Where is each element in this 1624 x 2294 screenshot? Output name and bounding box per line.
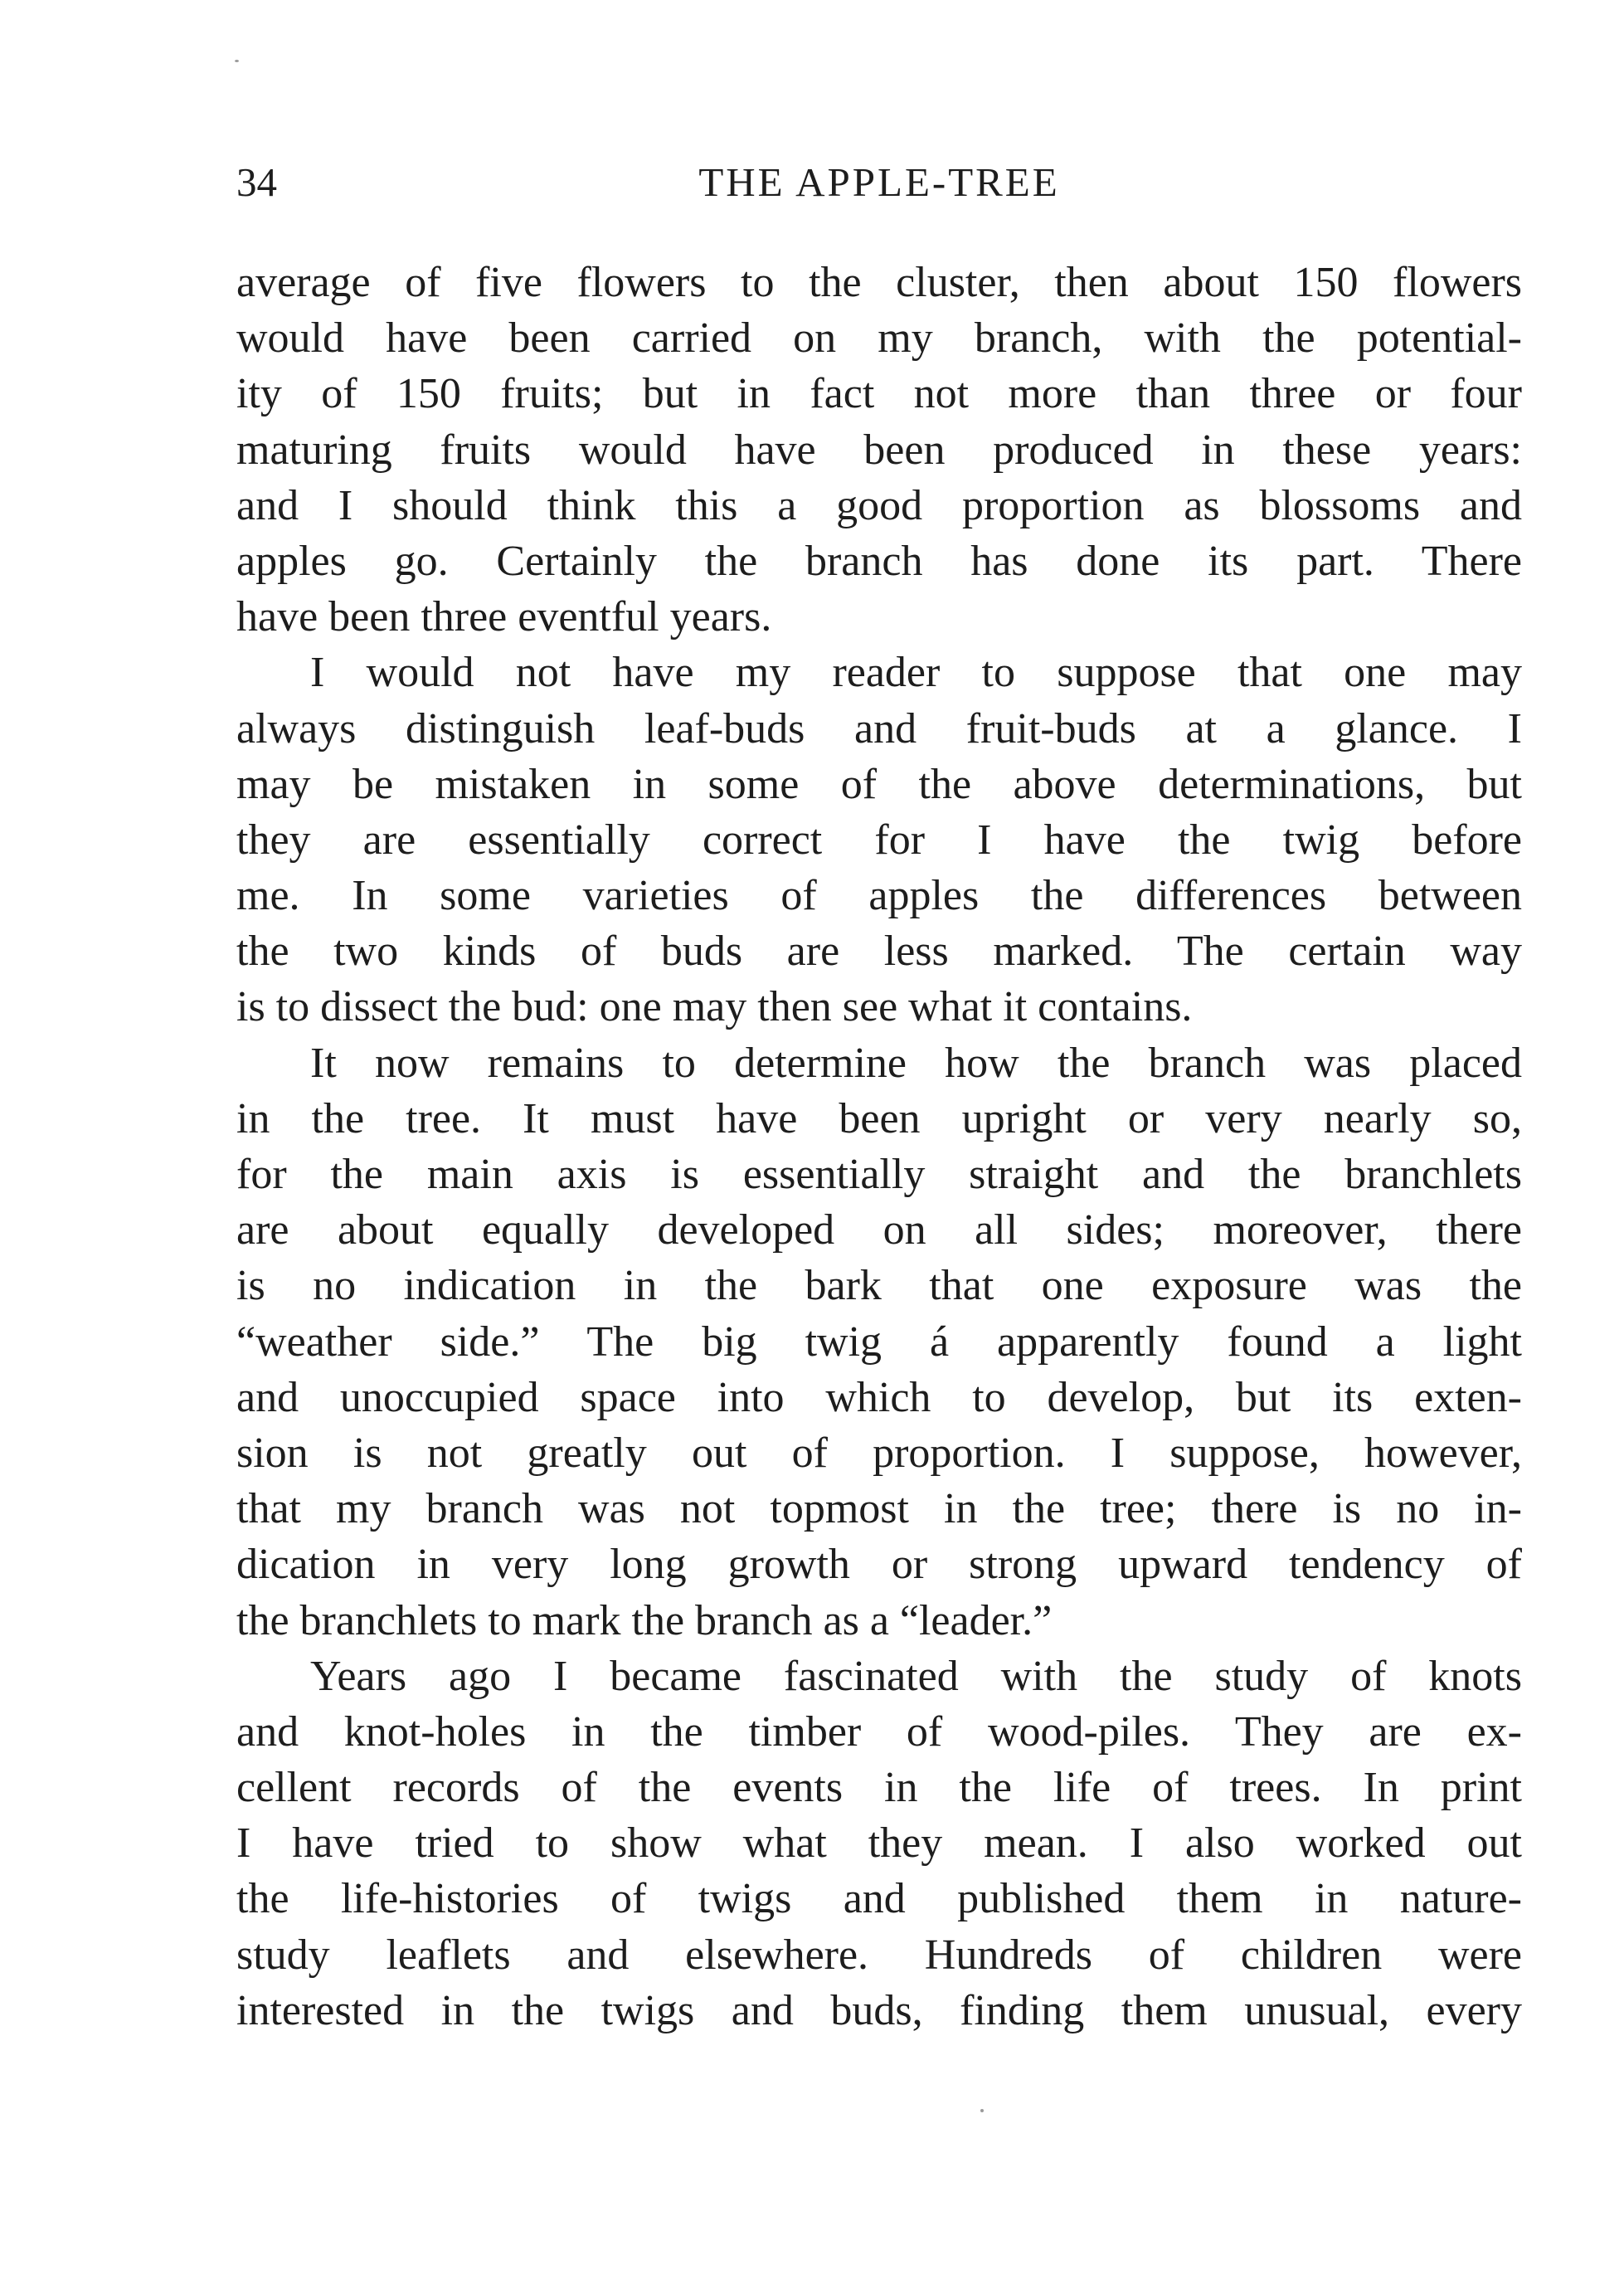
- page-header: [236, 153, 1522, 212]
- text-line: the branchlets to mark the branch as a “leader.”: [236, 1596, 1053, 1644]
- paper-speck: [235, 60, 239, 62]
- text-line: apples go. Certainly the branch has done its part. There: [236, 537, 1522, 585]
- text-line: are about equally developed on all sides; moreover, there: [236, 1206, 1522, 1254]
- text-line: they are essentially correct for I have the twig before: [236, 816, 1522, 864]
- text-line: and knot-holes in the timber of wood-piles. They are ex-: [236, 1707, 1522, 1756]
- text-line: and I should think this a good proportion as blossoms and: [236, 481, 1522, 529]
- text-line: I would not have my reader to suppose that one may: [310, 649, 1522, 697]
- text-line: study leaflets and elsewhere. Hundreds of children were: [236, 1931, 1522, 1979]
- text-line: for the main axis is essentially straight and the branchlets: [236, 1151, 1522, 1198]
- text-line: sion is not greatly out of proportion. I suppose, however,: [236, 1429, 1522, 1477]
- text-line: and unoccupied space into which to develop, but its exten-: [236, 1373, 1522, 1421]
- text-line: in the tree. It must have been upright or very nearly so,: [236, 1094, 1522, 1142]
- text-line: average of five flowers to the cluster, then about 150 flowers: [236, 259, 1522, 306]
- text-line: have been three eventful years.: [236, 593, 772, 641]
- page-number: 34: [236, 159, 277, 205]
- text-line: me. In some varieties of apples the differences between: [236, 872, 1522, 920]
- text-line: cellent records of the events in the life of trees. In print: [236, 1764, 1522, 1812]
- text-line: maturing fruits would have been produced in these years:: [236, 426, 1522, 474]
- text-line: Years ago I became fascinated with the study of knots: [310, 1652, 1522, 1700]
- text-line: is no indication in the bark that one exposure was the: [236, 1262, 1522, 1310]
- text-line: would have been carried on my branch, with the potential-: [236, 314, 1522, 363]
- text-line: is to dissect the bud: one may then see what it contains.: [236, 983, 1193, 1031]
- text-line: ity of 150 fruits; but in fact not more than three or four: [236, 370, 1522, 418]
- text-line: the life-histories of twigs and published them in nature-: [236, 1875, 1522, 1923]
- text-line: always distinguish leaf-buds and fruit-buds at a glance. I: [236, 704, 1522, 752]
- body-text: [236, 255, 1522, 2038]
- text-line: It now remains to determine how the branch was placed: [310, 1039, 1522, 1087]
- text-line: “weather side.” The big twig á apparently found a light: [236, 1317, 1522, 1366]
- text-line: that my branch was not topmost in the tree; there is no in-: [236, 1485, 1522, 1533]
- text-line: the two kinds of buds are less marked. The certain way: [236, 928, 1522, 976]
- running-head: THE APPLE-TREE: [698, 159, 1060, 205]
- text-line: I have tried to show what they mean. I also worked out: [236, 1819, 1522, 1868]
- text-line: dication in very long growth or strong upward tendency of: [236, 1541, 1522, 1589]
- text-line: interested in the twigs and buds, finding them unusual, every: [236, 1986, 1522, 2034]
- paper-speck: [980, 2109, 984, 2112]
- text-line: may be mistaken in some of the above determinations, but: [236, 760, 1522, 808]
